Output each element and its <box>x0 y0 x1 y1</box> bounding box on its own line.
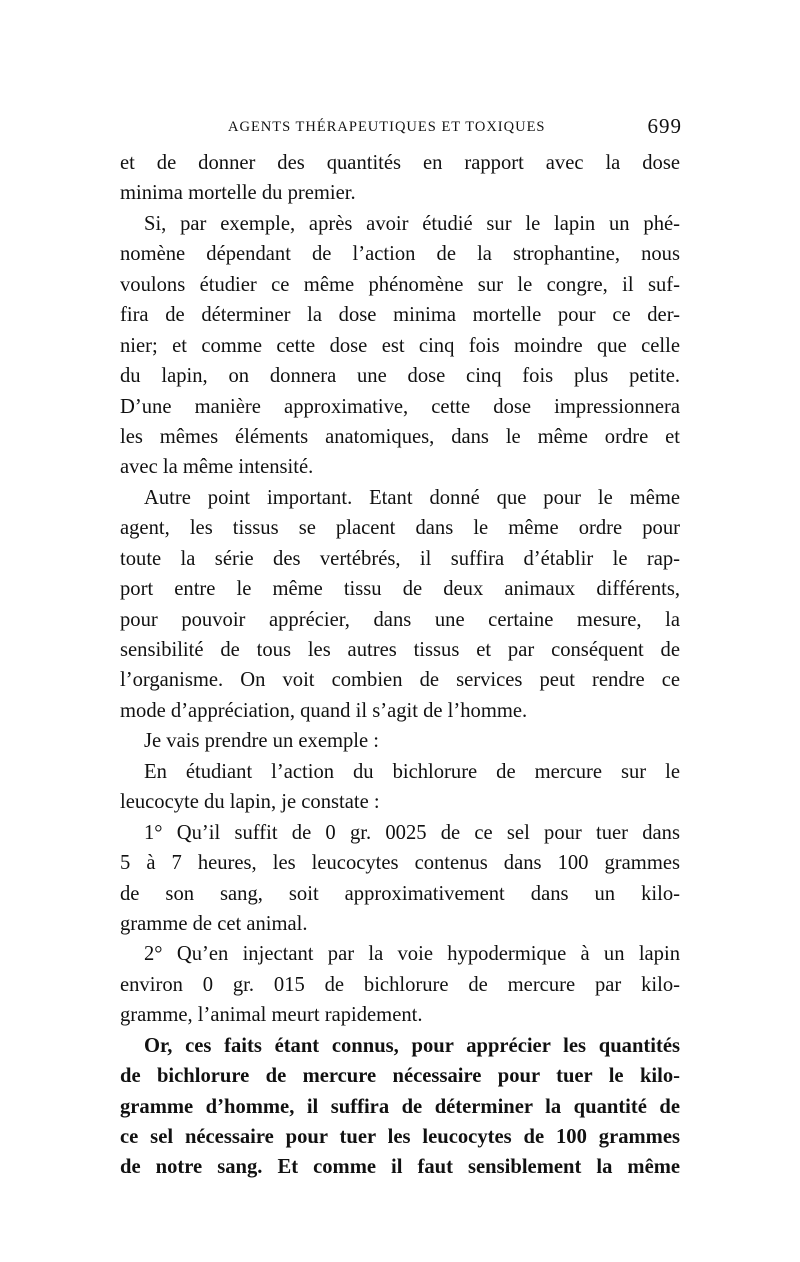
text-line: agent, les tissus se placent dans le même ordre pour <box>120 517 680 540</box>
text-line: minima mortelle du premier. <box>120 182 356 205</box>
text-line: ce sel nécessaire pour tuer les leucocytes de 100 grammes <box>120 1126 680 1148</box>
text-line: de bichlorure de mercure nécessaire pour tuer le kilo- <box>120 1065 680 1088</box>
page-header <box>120 116 680 140</box>
text-line: leucocyte du lapin, je constate : <box>120 791 380 814</box>
text-line: 1° Qu’il suffit de 0 gr. 0025 de ce sel pour tuer dans <box>144 821 680 844</box>
text-line: les mêmes éléments anatomiques, dans le même ordre et <box>120 425 680 448</box>
text-line: Autre point important. Etant donné que pour le même <box>144 486 680 509</box>
text-line: 5 à 7 heures, les leucocytes contenus dans 100 grammes <box>120 852 680 875</box>
text-line: de notre sang. Et comme il faut sensiblement la même <box>120 1156 680 1179</box>
text-line: pour pouvoir apprécier, dans une certaine mesure, la <box>120 608 680 631</box>
text-line: toute la série des vertébrés, il suffira d’établir le rap- <box>120 547 680 570</box>
text-line: gramme d’homme, il suffira de déterminer la quantité de <box>120 1095 680 1118</box>
text-line: En étudiant l’action du bichlorure de mercure sur le <box>144 760 680 783</box>
text-line: fira de déterminer la dose minima mortelle pour ce der- <box>120 304 680 327</box>
text-line: Je vais prendre un exemple : <box>144 730 380 753</box>
body-text <box>120 148 680 1183</box>
text-line: D’une manière approximative, cette dose impressionnera <box>120 395 680 418</box>
text-line: environ 0 gr. 015 de bichlorure de mercure par kilo- <box>120 973 680 996</box>
text-line: du lapin, on donnera une dose cinq fois plus petite. <box>120 365 680 388</box>
text-line: l’organisme. On voit combien de services peut rendre ce <box>120 669 680 692</box>
text-line: gramme, l’animal meurt rapidement. <box>120 1004 423 1027</box>
text-line: de son sang, soit approximativement dans un kilo- <box>120 882 680 905</box>
text-line: voulons étudier ce même phénomène sur le congre, il suf- <box>120 273 680 296</box>
text-line: nier; et comme cette dose est cinq fois moindre que celle <box>120 334 680 357</box>
text-line: Si, par exemple, après avoir étudié sur le lapin un phé- <box>144 212 680 235</box>
text-line: 2° Qu’en injectant par la voie hypodermique à un lapin <box>144 943 680 966</box>
text-line: mode d’appréciation, quand il s’agit de l’homme. <box>120 699 528 722</box>
text-line: avec la même intensité. <box>120 456 314 479</box>
text-line: nomène dépendant de l’action de la strophantine, nous <box>120 243 680 266</box>
text-line: port entre le même tissu de deux animaux différents, <box>120 578 680 601</box>
text-line: et de donner des quantités en rapport avec la dose <box>120 152 680 174</box>
page-number: 699 <box>647 114 682 138</box>
running-head: AGENTS THÉRAPEUTIQUES ET TOXIQUES <box>228 119 546 135</box>
text-line: sensibilité de tous les autres tissus et par conséquent de <box>120 639 680 661</box>
text-line: Or, ces faits étant connus, pour apprécier les quantités <box>144 1034 680 1057</box>
text-line: gramme de cet animal. <box>120 912 308 935</box>
